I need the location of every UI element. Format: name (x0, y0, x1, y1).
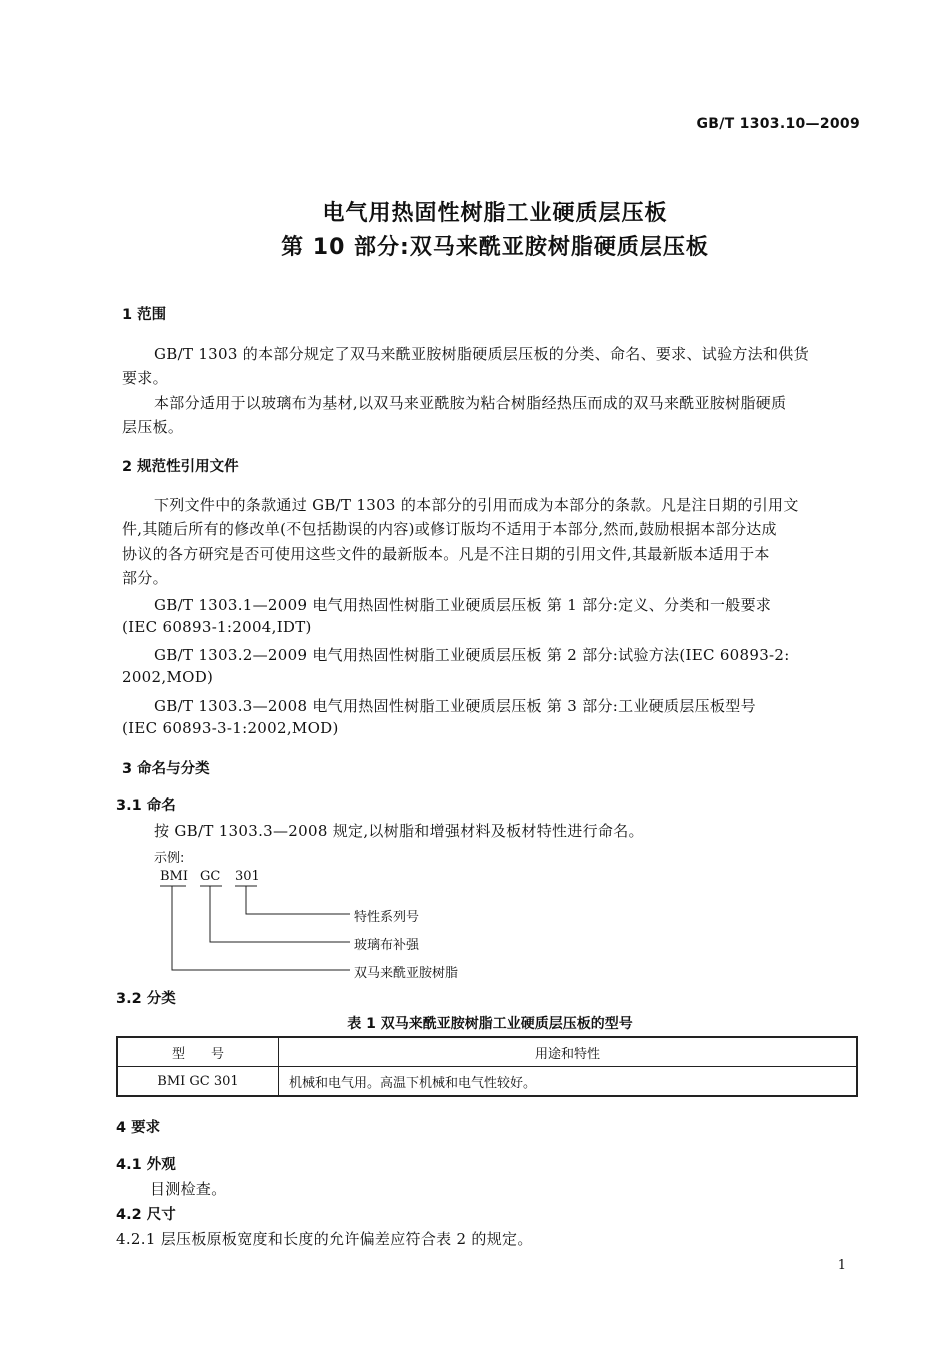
table-header-row (117, 1037, 857, 1067)
section-1-heading: 1 范围 (122, 307, 167, 323)
ref3-line1: GB/T 1303.3—2008 电气用热固性树脂工业硬质层压板 第 3 部分:工业硬质层压板型号 (154, 697, 756, 715)
section-4-heading: 4 要求 (116, 1120, 161, 1136)
legend-glass-cloth: 玻璃布补强 (354, 938, 420, 953)
code-gc: GC (200, 869, 221, 884)
table-cell-usage: 机械和电气用。高温下机械和电气性较好。 (279, 1067, 858, 1097)
s1-para1-line1: GB/T 1303 的本部分规定了双马来酰亚胺树脂硬质层压板的分类、命名、要求、试验方法和供货 (154, 345, 809, 363)
section-3-2-heading: 3.2 分类 (116, 991, 176, 1007)
ref2-line2: 2002,MOD) (122, 668, 214, 686)
page-number: 1 (837, 1258, 846, 1273)
s2-para-line4: 部分。 (122, 569, 168, 587)
s421-text: 4.2.1 层压板原板宽度和长度的允许偏差应符合表 2 的规定。 (116, 1230, 533, 1248)
table-header-model: 型 号 (117, 1037, 279, 1067)
s1-para2-line2: 层压板。 (122, 418, 184, 436)
connector-301 (246, 886, 350, 914)
s1-para2-line1: 本部分适用于以玻璃布为基材,以双马来亚酰胺为粘合树脂经热压而成的双马来酰亚胺树脂硬质 (154, 394, 787, 412)
table-1-caption: 表 1 双马来酰亚胺树脂工业硬质层压板的型号 (347, 1016, 633, 1032)
s2-para-line3: 协议的各方研究是否可使用这些文件的最新版本。凡是不注日期的引用文件,其最新版本适用于本 (122, 545, 770, 563)
naming-diagram (150, 866, 490, 986)
section-3-heading: 3 命名与分类 (122, 761, 210, 777)
ref1-line2: (IEC 60893-1:2004,IDT) (122, 618, 312, 636)
legend-series: 特性系列号 (354, 910, 420, 925)
code-301: 301 (235, 869, 260, 884)
ref1-line1: GB/T 1303.1—2009 电气用热固性树脂工业硬质层压板 第 1 部分:定义、分类和一般要求 (154, 596, 772, 614)
s31-text: 按 GB/T 1303.3—2008 规定,以树脂和增强材料及板材特性进行命名。 (154, 822, 644, 840)
table-cell-model: BMI GC 301 (117, 1067, 279, 1097)
code-bmi: BMI (160, 869, 188, 884)
legend-resin: 双马来酰亚胺树脂 (354, 966, 459, 981)
title-line-2: 第 10 部分:双马来酰亚胺树脂硬质层压板 (281, 235, 709, 260)
s41-text: 目测检查。 (150, 1180, 227, 1198)
ref2-line1: GB/T 1303.2—2009 电气用热固性树脂工业硬质层压板 第 2 部分:试验方法(IEC 60893-2: (154, 646, 790, 664)
s1-para1-line2: 要求。 (122, 369, 168, 387)
section-3-1-heading: 3.1 命名 (116, 798, 176, 814)
connector-bmi (172, 886, 350, 970)
section-4-2-heading: 4.2 尺寸 (116, 1207, 176, 1223)
table-1 (116, 1036, 858, 1097)
table-row (117, 1067, 857, 1097)
table-header-usage: 用途和特性 (279, 1037, 858, 1067)
section-4-1-heading: 4.1 外观 (116, 1157, 176, 1173)
s2-para-line2: 件,其随后所有的修改单(不包括勘误的内容)或修订版均不适用于本部分,然而,鼓励根据本部分达成 (122, 520, 777, 538)
title-line-1: 电气用热固性树脂工业硬质层压板 (322, 201, 668, 226)
section-2-heading: 2 规范性引用文件 (122, 459, 239, 475)
ref3-line2: (IEC 60893-3-1:2002,MOD) (122, 719, 339, 737)
s2-para-line1: 下列文件中的条款通过 GB/T 1303 的本部分的引用而成为本部分的条款。凡是注日期的引用文 (154, 496, 799, 514)
standard-number: GB/T 1303.10—2009 (696, 116, 860, 132)
example-label: 示例: (154, 851, 185, 866)
